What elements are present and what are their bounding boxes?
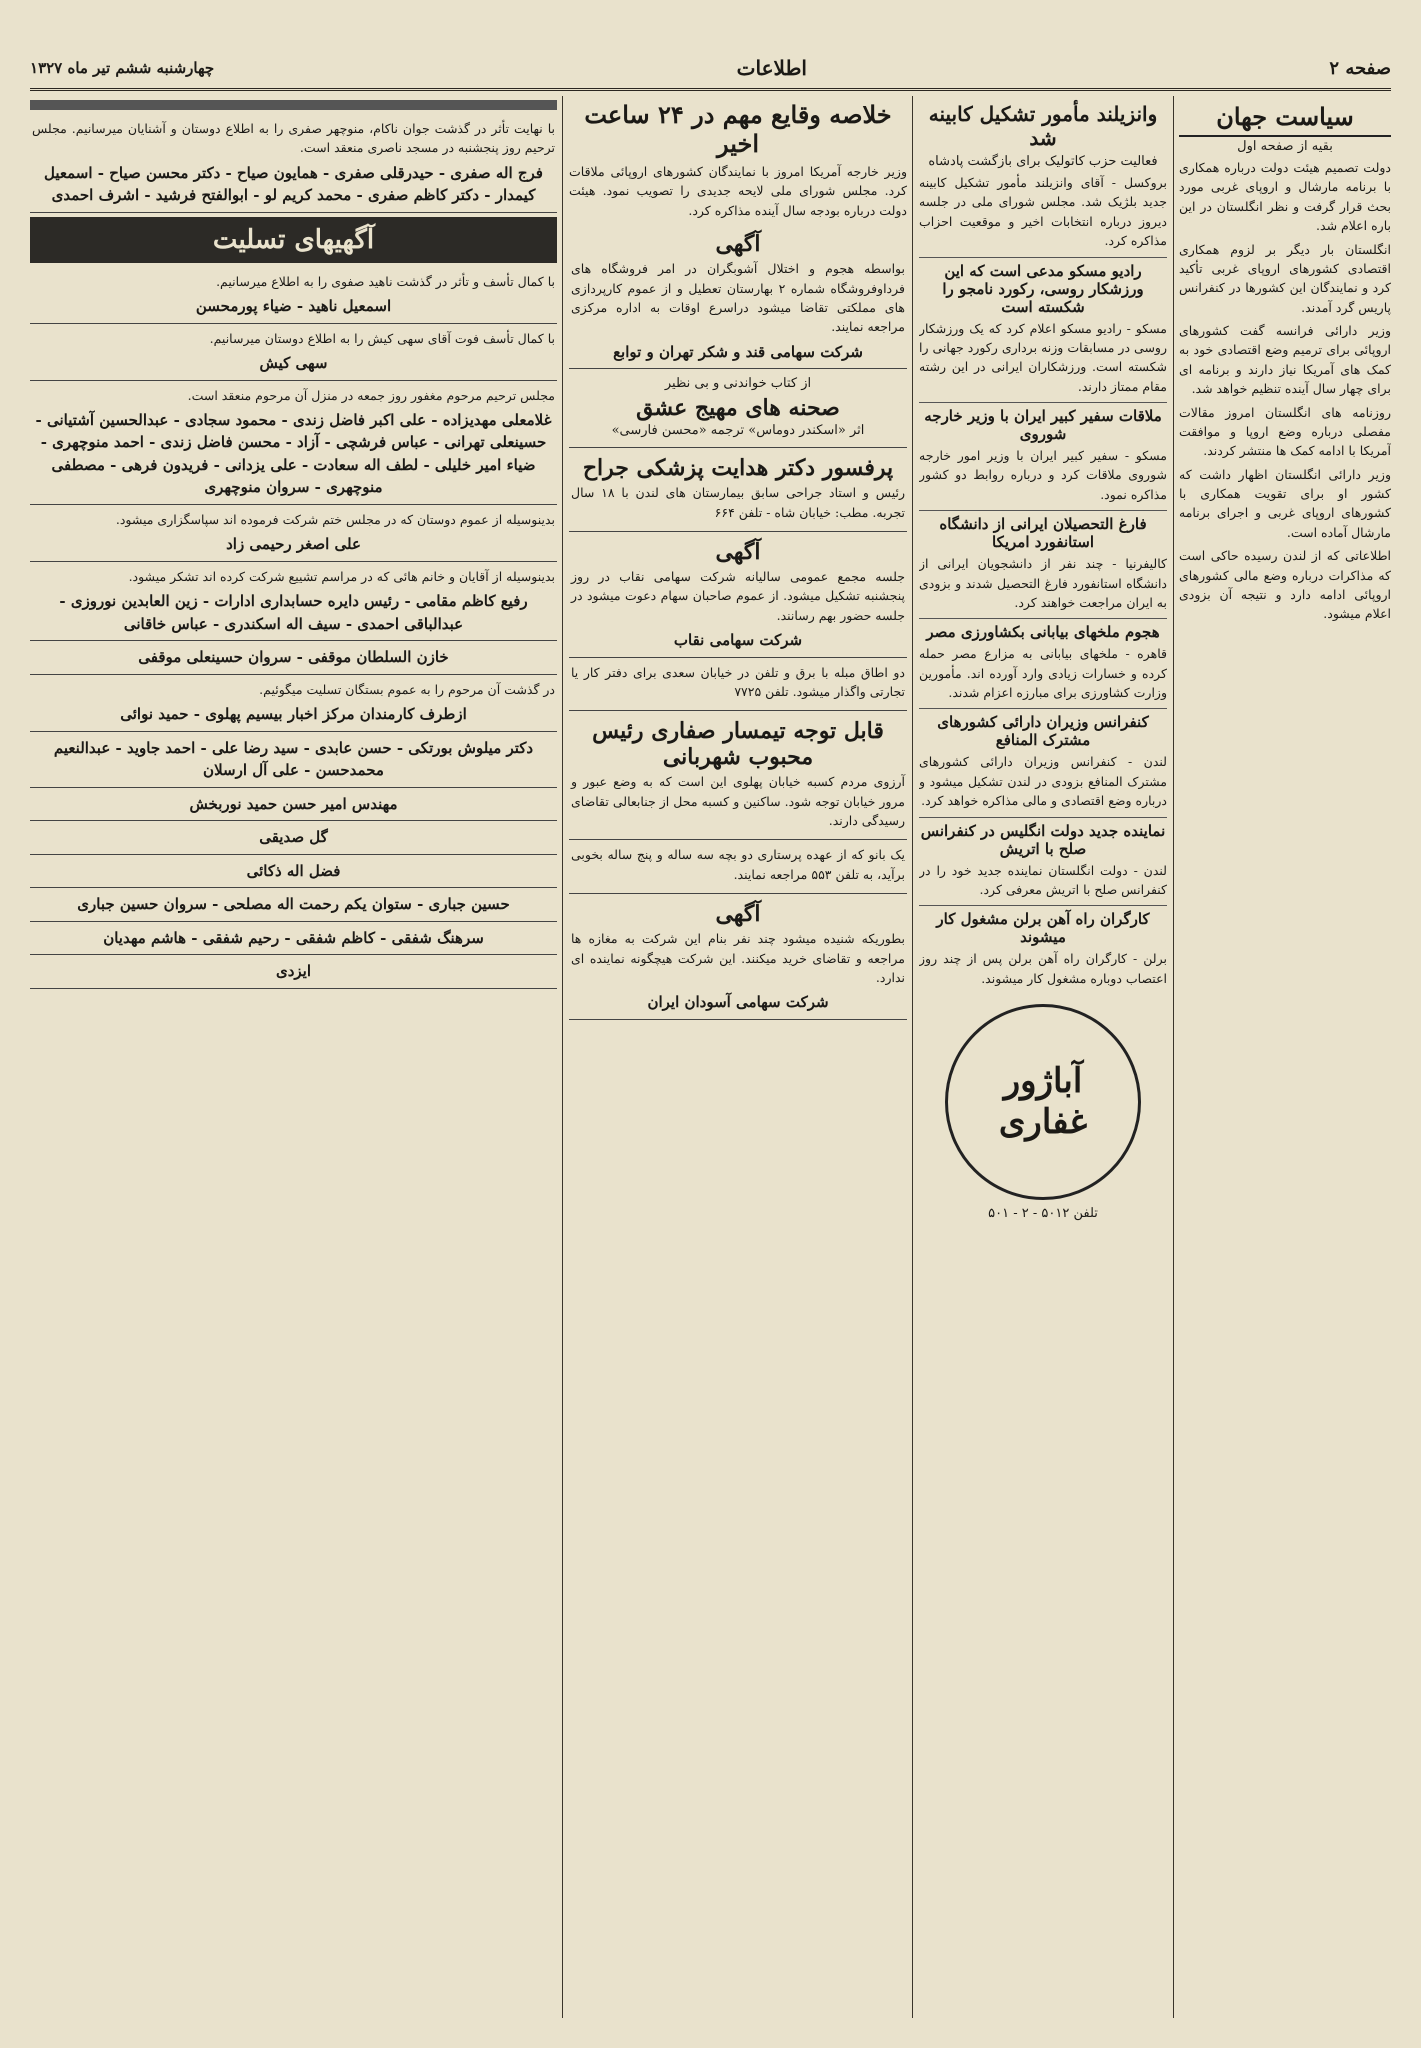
column-condolences: [30, 96, 557, 2018]
article-paragraph: قاهره - ملخهای بیابانی به مزارع مصر حمله کرده و خسارات زیادی وارد آورده اند. مأمورین وزارت کشاورزی برای مبارزه اعزام شدند.: [919, 646, 1167, 700]
advert-names: خازن السلطان موقفی - سروان حسینعلی موقفی: [138, 648, 449, 667]
column-world-politics: [1179, 96, 1391, 2018]
advert: [569, 894, 907, 1020]
condolence-ad: [30, 922, 557, 956]
article-paragraph: مسکو - سفیر کبیر ایران با وزیر امور خارجه شوروی ملاقات کرد و درباره روابط دو کشور مذاکره نمود.: [919, 448, 1167, 502]
advert-body: با کمال تأسف فوت آقای سهی کیش را به اطلاع دوستان میرسانیم.: [209, 330, 555, 346]
advert-doctor: [569, 448, 907, 532]
condolence-ad: [30, 381, 557, 505]
advert-names: دکتر میلوش بورتکی - حسن عابدی - سید رضا علی - احمد جاوید - عبدالنعیم محمدحسن - علی آل ارسلان: [53, 738, 534, 779]
article-paragraph: وزیر دارائی فرانسه گفت کشورهای اروپائی برای ترمیم وضع اقتصادی خود به کمک های آمریکا نیاز دارند و برنامه ای برای چهار سال آینده تنظیم خواهد شد.: [1179, 323, 1391, 397]
advert-body: در گذشت آن مرحوم را به عموم بستگان تسلیت میگوئیم.: [259, 681, 555, 697]
column-rule: [1173, 96, 1174, 2018]
article-paragraph: روزنامه های انگلستان امروز مقالات مفصلی درباره وضع اروپا و موافقت آمریکا با ادامه کمک ها منتشر کردند.: [1179, 404, 1391, 459]
page-number: صفحه ۲: [1329, 57, 1391, 79]
condolence-ad: [30, 641, 557, 675]
condolence-ad: [30, 675, 557, 732]
advert-title: قابل توجه تیمسار صفاری رئیس محبوب شهربانی: [592, 718, 884, 771]
advert-author: اثر «اسکندر دوماس» ترجمه «محسن فارسی»: [611, 423, 865, 439]
advert-names: ازطرف کارمندان مرکز اخبار بیسیم پهلوی - حمید نوائی: [120, 705, 467, 723]
advert-body: با کمال تأسف و تأثر در گذشت ناهید صفوی را به اطلاع میرسانیم.: [216, 273, 555, 289]
advert-body: بواسطه هجوم و اختلال آشوبگران در امر فروشگاه های فرداوفروشگاه شماره ۲ بهارستان تعطیل و از عموم کارپردازی های مملکتی تقاضا میشود دراسرع اوقات به اداره مرکزی مراجعه نمایند.: [571, 261, 905, 335]
article-paragraph: لندن - دولت انگلستان نماینده جدید خود را در کنفرانس صلح با اتریش معرفی کرد.: [919, 862, 1167, 897]
headline: فارغ التحصیلان ایرانی از دانشگاه استانفورد امریکا: [919, 510, 1167, 551]
condolence-ad: [30, 562, 557, 641]
headline: رادیو مسکو مدعی است که این ورزشکار روسی، رکورد نامجو را شکسته است: [919, 257, 1167, 316]
stamp-line: آباژور: [1003, 1061, 1083, 1102]
advert-names: مهندس امیر حسن حمید نوربخش: [189, 794, 398, 813]
advert-names: فضل اله ذکائی: [246, 861, 341, 880]
article-paragraph: کالیفرنیا - چند نفر از دانشجویان ایرانی از دانشگاه استانفورد فارغ التحصیل شدند و بزودی به ایران مراجعت خواهند کرد.: [919, 556, 1167, 610]
condolence-ad: [30, 267, 557, 324]
subheadline: فعالیت حزب کاتولیک برای بازگشت پادشاه: [928, 154, 1158, 169]
advert: [569, 532, 907, 658]
advert-title: آگهی: [715, 901, 761, 928]
masthead: [30, 48, 1391, 91]
advert-body: بدینوسیله از آقایان و خانم هائی که در مراسم تشییع شرکت کرده اند تشکر میشود.: [128, 568, 555, 584]
article-paragraph: مسکو - رادیو مسکو اعلام کرد که یک ورزشکار روسی در مسابقات وزنه برداری رکورد جهانی را شکسته است. ورزشکاران ایرانی در این رشته مقام ممتاز دارند.: [919, 320, 1167, 394]
column-summary-ads: [569, 96, 907, 2018]
advert-body: بطوریکه شنیده میشود چند نفر بنام این شرکت به مغازه ها مراجعه و تقاضای خرید میکنند. این شرکت هیچگونه نماینده ای ندارد.: [571, 931, 905, 985]
condolence-ad: [30, 855, 557, 889]
advert-names: ایزدی: [275, 962, 312, 980]
advert-names: سهی کیش: [259, 354, 328, 372]
advert-body: یک بانو که از عهده پرستاری دو بچه سه ساله و پنج ساله بخوبی برآید، به تلفن ۵۵۳ مراجعه نمایند.: [571, 847, 905, 882]
headline: هجوم ملخهای بیابانی بکشاورزی مصر: [919, 618, 1167, 641]
advert: [569, 840, 907, 894]
advert-title: آگهی: [715, 538, 761, 565]
advert-body: با نهایت تأثر در گذشت جوان ناکام، منوچهر صفری را به اطلاع دوستان و آشنایان میرسانیم. مجلس ترحیم روز پنجشنبه در مسجد ناصری منعقد است.: [32, 121, 555, 156]
headline: کنفرانس وزیران دارائی کشورهای مشترک المنافع: [919, 708, 1167, 749]
headline: خلاصه وقایع مهم در ۲۴ ساعت اخیر: [584, 100, 892, 158]
article-paragraph: انگلستان بار دیگر بر لزوم همکاری اقتصادی کشورهای اروپای غربی تأکید کرد و نمایندگان این کشورها در کنفرانس پاریس گرد آمدند.: [1179, 241, 1391, 315]
stamp-line: غفاری: [998, 1102, 1088, 1142]
advert-title: آگهی: [715, 231, 761, 258]
advert-names: سرهنگ شفقی - کاظم شفقی - رحیم شفقی - هاشم مهدیان: [103, 928, 484, 947]
article-paragraph: لندن - کنفرانس وزیران دارائی کشورهای مشترک المنافع بزودی در لندن تشکیل میشود و درباره وضع اقتصادی و مالی مذاکره خواهد کرد.: [919, 754, 1167, 809]
condolence-ad: [30, 955, 557, 989]
condolence-ad: [30, 732, 557, 788]
article-paragraph: بروکسل - آقای وانزیلند مأمور تشکیل کابینه جدید بلژیک شد. مجلس شورای ملی در جلسه دیروز درباره انتخابات اخیر و موقعیت احزاب مذاکره کرد.: [919, 175, 1167, 249]
advert-body: آرزوی مردم کسبه خیابان پهلوی این است که به وضع عبور و مرور خیابان توجه شود. ساکنین و کسبه محل از جنابعالی تقاضای رسیدگی دارند.: [571, 774, 905, 828]
advert-names: اسمعیل ناهید - ضیاء پورمحسن: [195, 297, 392, 316]
headline: وانزیلند مأمور تشکیل کابینه شد: [928, 102, 1158, 150]
headline: کارگران راه آهن برلن مشغول کار میشوند: [919, 905, 1167, 946]
advert-signature: شرکت سهامی قند و شکر تهران و توابع: [613, 342, 863, 361]
advert-body: دو اطاق مبله با برق و تلفن در خیابان سعدی برای دفتر کار یا تجارتی واگذار میشود. تلفن ۷۷۲۵: [571, 664, 905, 699]
condolence-ad: [30, 888, 557, 922]
article-paragraph: وزیر دارائی انگلستان اظهار داشت که کشور او برای تقویت همکاری با کشورهای اروپای غربی و اجرای برنامه مارشال آماده است.: [1179, 466, 1391, 540]
headline: نماینده جدید دولت انگلیس در کنفرانس صلح با اتریش: [919, 817, 1167, 858]
advert-names: غلامعلی مهدیزاده - علی اکبر فاضل زندی - محمود سجادی - عبدالحسین آشتیانی - حسینعلی تهرانی - عباس فرشچی - آزاد - محسن فاضل زندی - احمد منوچهری - ضیاء امیر خلیلی - لطف اله سعادت - علی یزدانی - فریدون فرهی - مصطفی منوچهری - سروان منوچهری: [35, 410, 552, 497]
issue-date: چهارشنبه ششم تیر ماه ۱۳۲۷: [30, 59, 215, 77]
article-paragraph: برلن - کارگران راه آهن برلن پس از چند روز اعتصاب دوباره مشغول کار میشوند.: [919, 951, 1167, 986]
advert: [569, 658, 907, 712]
condolence-ad: [30, 505, 557, 562]
column-news: [919, 96, 1167, 2018]
article-paragraph: وزیر خارجه آمریکا امروز با نمایندگان کشورهای اروپائی ملاقات کرد. مجلس شورای ملی لایحه جدیدی را تصویب نمود. هیئت دولت درباره بودجه سال آینده مذاکره کرد.: [569, 164, 907, 218]
advert-title: پرفسور دکتر هدایت پزشکی جراح: [582, 455, 894, 482]
paper-name: اطلاعات: [736, 56, 807, 80]
condolence-ad: [30, 324, 557, 381]
stamp-note: تلفن ۵۰۱۲ - ۲ - ۵۰۱: [988, 1206, 1098, 1221]
article-paragraph: اطلاعاتی که از لندن رسیده حاکی است که مذاکرات درباره وضع مالی کشورهای اروپائی ادامه دارد و نتیجه آن بزودی اعلام میشود.: [1179, 548, 1391, 622]
advert-title: صحنه های مهیج عشق: [636, 395, 840, 422]
advert-signature: شرکت سهامی آسودان ایران: [647, 993, 829, 1012]
section-banner: آگهیهای تسلیت: [30, 217, 557, 263]
advert-body: جلسه مجمع عمومی سالیانه شرکت سهامی نقاب در روز پنجشنبه تشکیل میشود. از عموم صاحبان سهام دعوت میشود در جلسه حضور بهم رسانند.: [571, 568, 905, 623]
condolence-ad: [30, 821, 557, 855]
advert-names: رفیع کاظم مقامی - رئیس دایره حسابداری ادارات - زین العابدین نوروزی - عبدالباقی احمدی - سیف اله اسکندری - عباس خاقانی: [59, 592, 528, 633]
headline: ملاقات سفیر کبیر ایران با وزیر خارجه شوروی: [919, 402, 1167, 443]
condolence-ad: [30, 114, 557, 213]
condolence-ad: [30, 788, 557, 822]
divider: [30, 100, 557, 110]
continued-note: بقیه از صفحه اول: [1237, 139, 1333, 154]
advert-book: [569, 369, 907, 448]
advert: [569, 224, 907, 369]
advert-names: فرج اله صفری - حیدرقلی صفری - همایون صیاح - دکتر محسن صیاح - اسمعیل کیمدار - دکتر کاظم صفری - محمد کریم لو - ابوالفتح فرشید - اشرف احمدی: [44, 163, 543, 205]
column-rule: [562, 96, 563, 2018]
advert: [569, 711, 907, 840]
advert-names: گل صدیقی: [259, 828, 328, 846]
advert-body: رئیس و استاد جراحی سابق بیمارستان های لندن با ۱۸ سال تجربه. مطب: خیابان شاه - تلفن ۶۶۴: [571, 485, 905, 520]
section-title: سیاست جهان: [1179, 96, 1391, 137]
article-paragraph: دولت تصمیم هیئت دولت درباره همکاری با برنامه مارشال و اروپای غربی مورد بحث قرار گرفت و نظر انگلستان در این باره اعلام شد.: [1179, 160, 1391, 234]
advert-stamp: [945, 1004, 1141, 1200]
advert-body: بدینوسیله از عموم دوستان که در مجلس ختم شرکت فرموده اند سپاسگزاری میشود.: [115, 511, 555, 527]
advert-names: علی اصغر رحیمی زاد: [226, 535, 361, 554]
advert-pretitle: از کتاب خواندنی و بی نظیر: [664, 376, 812, 392]
column-rule: [912, 96, 913, 2018]
advert-names: حسین جباری - ستوان یکم رحمت اله مصلحی - سروان حسین جباری: [77, 895, 510, 913]
advert-signature: شرکت سهامی نقاب: [673, 631, 803, 649]
advert-body: مجلس ترحیم مرحوم مغفور روز جمعه در منزل آن مرحوم منعقد است.: [187, 387, 555, 403]
